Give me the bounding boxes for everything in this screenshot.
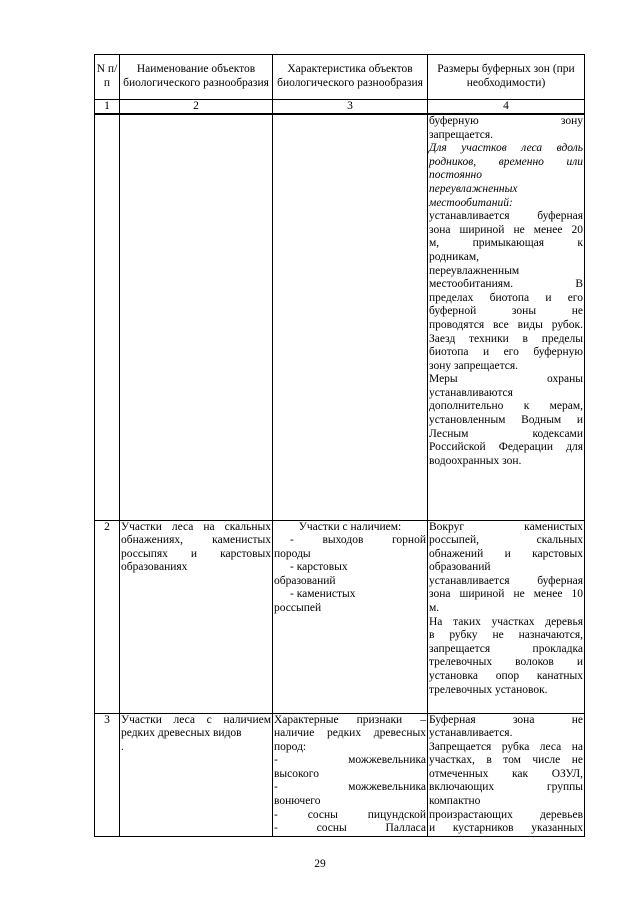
text-line: произрастающих деревьев — [429, 808, 583, 821]
text-line: пород: — [274, 740, 307, 753]
table-row-3 — [95, 713, 585, 836]
text-line: установка опор канатных — [429, 670, 583, 683]
text-line: обнажениях, каменистых — [121, 534, 271, 547]
text-line: биотопа и его буферную — [429, 346, 583, 359]
text-line: установленным Водным и — [429, 414, 583, 427]
text-line: зону запрещается. — [429, 359, 519, 372]
text-line: Участки леса с наличием — [121, 713, 271, 726]
text-line: родников, временно или — [429, 155, 583, 168]
text-line: россыпях и карстовых — [121, 547, 271, 560]
text-line: - сосны пицундской — [274, 808, 426, 821]
text-line: образований — [429, 561, 491, 574]
text-line: и кустарников указанных — [429, 822, 583, 835]
text-line: На таких участках деревья — [429, 615, 583, 628]
text-line: запрещается. — [429, 128, 494, 141]
col-number: 2 — [120, 100, 273, 115]
header-num: N п/п — [95, 55, 120, 100]
cell-name — [120, 520, 273, 713]
text-line: устанавливается. — [429, 727, 513, 740]
cell-num — [95, 114, 120, 520]
text-line: - можжевельника — [274, 781, 426, 794]
table-row-continuation — [95, 114, 585, 520]
cell-characteristic — [273, 713, 428, 836]
header-buffer: Размеры буферных зон (при необходимости) — [428, 55, 585, 100]
table-row-2 — [95, 520, 585, 713]
cell-characteristic — [273, 520, 428, 713]
text-line: буферную зону — [429, 115, 583, 127]
cell-buffer — [428, 713, 585, 836]
text-line: зона шириной не менее 10 — [429, 588, 583, 601]
cell-name — [120, 713, 273, 836]
text-line: дополнительно к мерам, — [429, 400, 583, 413]
text-line: - карстовых — [290, 561, 348, 574]
text-line: устанавливается буферная — [429, 574, 583, 587]
text-line: Характерные признаки – — [274, 713, 426, 726]
text-line: устанавливается буферная — [429, 210, 583, 223]
text-line: - выходов горной — [290, 534, 426, 547]
text-line: высокого — [274, 767, 319, 780]
cell-name — [120, 114, 273, 520]
text-line: местообитаний: — [429, 196, 513, 209]
text-line: наличие редких древесных — [274, 727, 426, 740]
text-line: компактно — [429, 795, 481, 808]
text-line: Запрещается рубка леса на — [429, 740, 583, 753]
text-line: постоянно — [429, 169, 483, 182]
text-line: запрещается прокладка — [429, 642, 583, 655]
text-line: пределах биотопа и его — [429, 291, 583, 304]
text-line: трелевочных установок. — [429, 683, 548, 696]
text-line: образованиях — [121, 561, 188, 574]
page-number: 29 — [314, 858, 326, 870]
text-line: россыпей — [274, 602, 322, 615]
column-numbers-row — [95, 100, 585, 115]
text-line: буферной зоны не — [429, 305, 583, 318]
col-number: 4 — [428, 100, 585, 115]
cell-num: 2 — [95, 520, 120, 713]
text-line: переувлажненным — [429, 264, 520, 277]
text-line: включающих группы — [429, 781, 583, 794]
text-line: вонючего — [274, 795, 321, 808]
text-line: м, примыкающая к — [429, 237, 583, 250]
text-line: Лесным кодексами — [429, 427, 583, 440]
text-line: редких древесных видов — [121, 727, 242, 740]
text-line: - можжевельника — [274, 754, 426, 767]
text-line: россыпей, скальных — [429, 534, 583, 547]
text-line: - каменистых — [290, 588, 356, 601]
biodiversity-table — [94, 54, 585, 837]
header-characteristic: Характеристика объектов биологического разнообразия — [273, 55, 428, 100]
text-line: . — [121, 740, 124, 753]
text-line: - сосны Палласа — [274, 822, 426, 835]
text-line: в рубку не назначаются, — [429, 629, 583, 642]
text-line: переувлажненных — [429, 182, 518, 195]
text-line: Участки с наличием: — [298, 520, 402, 533]
header-row — [95, 55, 585, 100]
text-line: трелевочных волоков и — [429, 656, 583, 669]
text-line: Заезд техники в пределы — [429, 332, 583, 345]
text-line: зона шириной не менее 20 — [429, 223, 583, 236]
text-line: Для участков леса вдоль — [429, 142, 583, 155]
text-line: Российской Федерации для — [429, 441, 583, 454]
text-line: отмеченных как ОЗУЛ, — [429, 767, 583, 780]
text-line: Участки леса на скальных — [121, 520, 271, 533]
text-line: проводятся все виды рубок. — [429, 318, 583, 331]
text-line: Буферная зона не — [429, 713, 583, 726]
text-line: родникам, — [429, 250, 479, 263]
text-line: обнажений и карстовых — [429, 547, 583, 560]
text-line: образований — [274, 574, 336, 587]
text-line: породы — [274, 547, 311, 560]
text-line: местообитаниям. В — [429, 278, 583, 291]
header-name: Наименование объектов биологического разнообразия — [120, 55, 273, 100]
cell-num: 3 — [95, 713, 120, 836]
text-line: водоохранных зон. — [429, 454, 522, 467]
text-line: участках, в том числе не — [429, 754, 583, 767]
text-line: устанавливаются — [429, 386, 513, 399]
text-line: Меры охраны — [429, 373, 583, 386]
cell-buffer — [428, 114, 585, 520]
col-number: 3 — [273, 100, 428, 115]
cell-characteristic — [273, 114, 428, 520]
text-line: Вокруг каменистых — [429, 520, 583, 533]
cell-buffer — [428, 520, 585, 713]
text-line: м. — [429, 602, 440, 615]
col-number: 1 — [95, 100, 120, 115]
